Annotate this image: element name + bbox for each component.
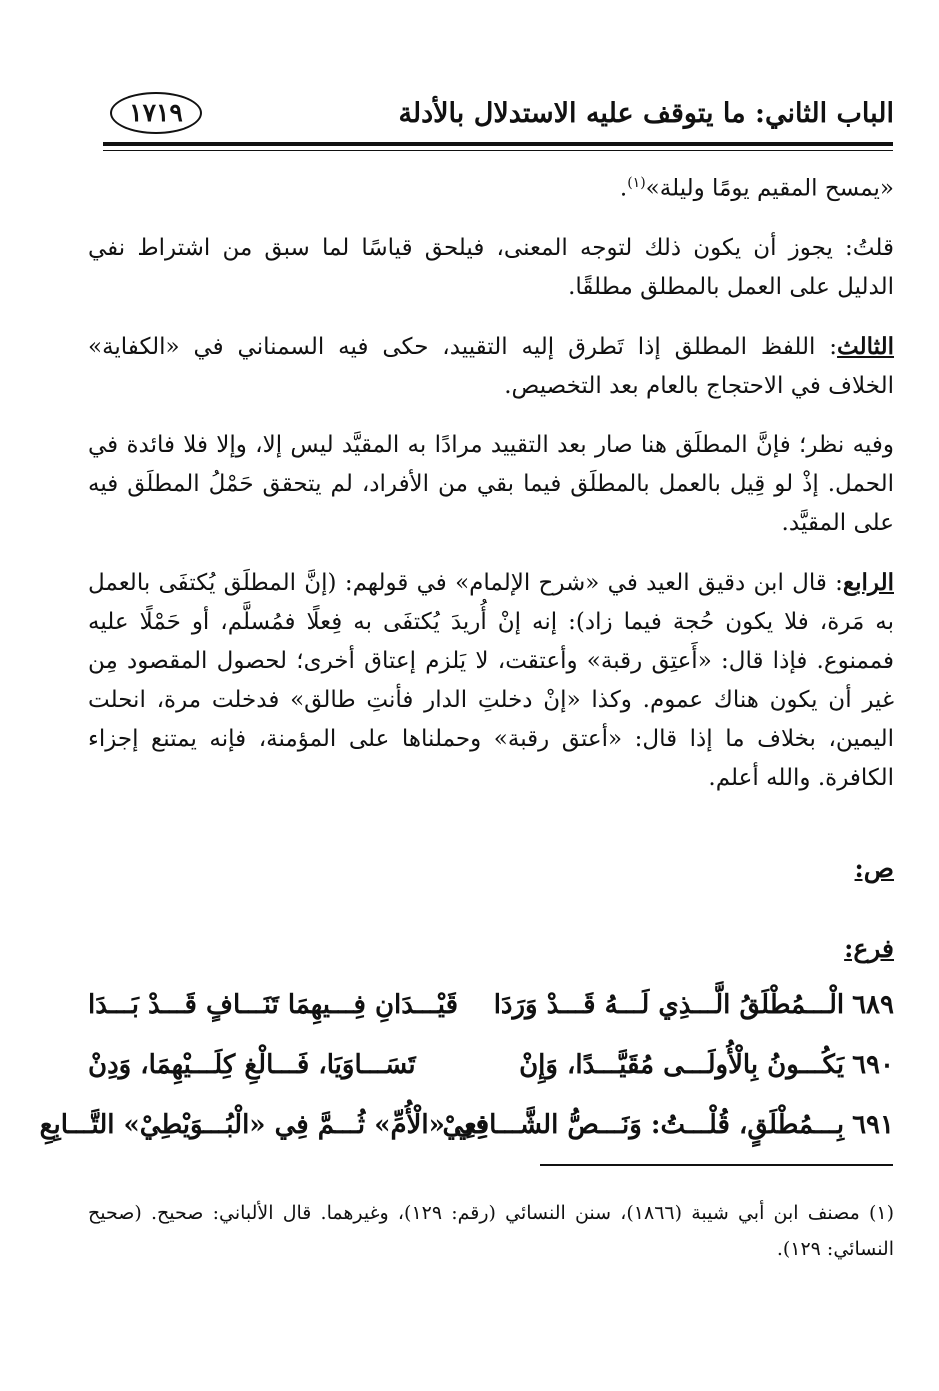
verse-690 (88, 1050, 894, 1110)
footnote-1: (١) مصنف ابن أبي شيبة (١٨٦٦)، سنن النسائي (رقم: ١٢٩)، وغيرهما. قال الألباني: صحيح. (صحيح النسائي: ١٢٩). (88, 1202, 895, 1260)
paragraph-5 (88, 563, 894, 798)
verse-first-hemistich (504, 1050, 894, 1080)
verse-second-hemistich: تَسَـــاوَيَا، فَـــالْغِ كِلَـــيْهِمَا، وَدِنْ (88, 1050, 416, 1080)
poem-block (39, 990, 894, 1170)
paragraph-5-lead: الرابع (842, 568, 894, 596)
page-header (88, 92, 894, 142)
verse-sadr-text: يَكُـــونُ بِالْأُولَـــى مُقَيَّـــدًا، وَإِنْ (519, 1050, 845, 1080)
verse-number: ٦٩٠ (852, 1050, 894, 1080)
main-text (88, 164, 894, 818)
verse-689 (88, 990, 894, 1050)
heading-sad: ص: (854, 854, 894, 883)
paragraph-5-text: : قال ابن دقيق العيد في «شرح الإلمام» في قولهم: (إنَّ المطلَق يُكتفَى بالعمل به مَرة، فلا يكون حُجة فيما زاد): إنه إنْ أُريدَ يُكتفَى به فِعلًا فمُسلَّم، أو حَمْلًا عليه فممنوع. فإذا قال: «أَعتِق رقبة» وأعتقت، لا يَلزم إعتاق أخرى؛ لحصول المقصود مِن غير أن يكون هناك عموم. وكذا «إنْ دخلتِ الدار فأنتِ طالق» فدخلت مرة، انحلت اليمين، بخلاف ما إذا قال: «أعتق رقبة» وحملناها على المؤمنة، فإنه يمتنع إجزاء الكافرة. والله أعلم. (88, 569, 894, 791)
footnote-ref-1: (١) (627, 175, 646, 191)
paragraph-1-end: . (619, 175, 628, 202)
page-number: ١٧١٩ (110, 92, 202, 134)
verse-first-hemistich (442, 1110, 894, 1140)
header-rule-thick (103, 142, 893, 146)
paragraph-4: وفيه نظر؛ فإنَّ المطلَق هنا صار بعد التقييد مرادًا به المقيَّد ليس إلا، وإلا فلا فائدة في الحمل. إذْ لو قِيل بالعمل بالمطلَق فيما بقي من الأفراد، لم يتحقق حَمْلُ المطلَق فيه على المقيَّد. (88, 431, 894, 536)
footnote-separator (540, 1164, 893, 1166)
paragraph-1-text: «يمسح المقيم يومًا وليلة» (645, 175, 894, 202)
verse-sadr-text: الْـــمُطْلَقُ الَّـــذِي لَـــهُ قَـــدْ وَرَدَا (493, 990, 845, 1020)
paragraph-3-lead: الثالث (837, 332, 894, 360)
paragraph-1 (88, 164, 894, 209)
verse-first-hemistich (493, 990, 894, 1020)
paragraph-3-text: : اللفظ المطلق إذا تَطرق إليه التقييد، حكى فيه السمناني في «الكفاية» الخلاف في الاحتجاج بالعام بعد التخصيص. (88, 333, 894, 399)
chapter-title: الباب الثاني: ما يتوقف عليه الاستدلال بالأدلة (398, 98, 894, 129)
footnotes (88, 1195, 894, 1267)
verse-691 (39, 1110, 894, 1170)
verse-second-hemistich: فِي «الْأُمِّ» ثُـــمَّ فِي «الْبُـــوَيْطِيْ» التَّـــابِعِ (39, 1110, 488, 1140)
verse-second-hemistich: قَيْـــدَانِ فِـــيهِمَا تَنَـــافٍ قَـــدْ بَـــدَا (88, 990, 459, 1020)
paragraph-2: قلتُ: يجوز أن يكون ذلك لتوجه المعنى، فيلحق قياسًا لما سبق من اشتراط نفي الدليل على العمل بالمطلق مطلقًا. (88, 234, 894, 300)
verse-number: ٦٩١ (852, 1110, 894, 1140)
paragraph-3 (88, 327, 894, 406)
verse-number: ٦٨٩ (852, 990, 894, 1020)
header-rule-thin (103, 150, 893, 151)
heading-far: فرع: (844, 934, 894, 963)
verse-sadr-text: بِـــمُطْلَقٍ، قُلْـــتُ: وَنَـــصُّ الشَّـــافِعِيْ (442, 1110, 845, 1140)
